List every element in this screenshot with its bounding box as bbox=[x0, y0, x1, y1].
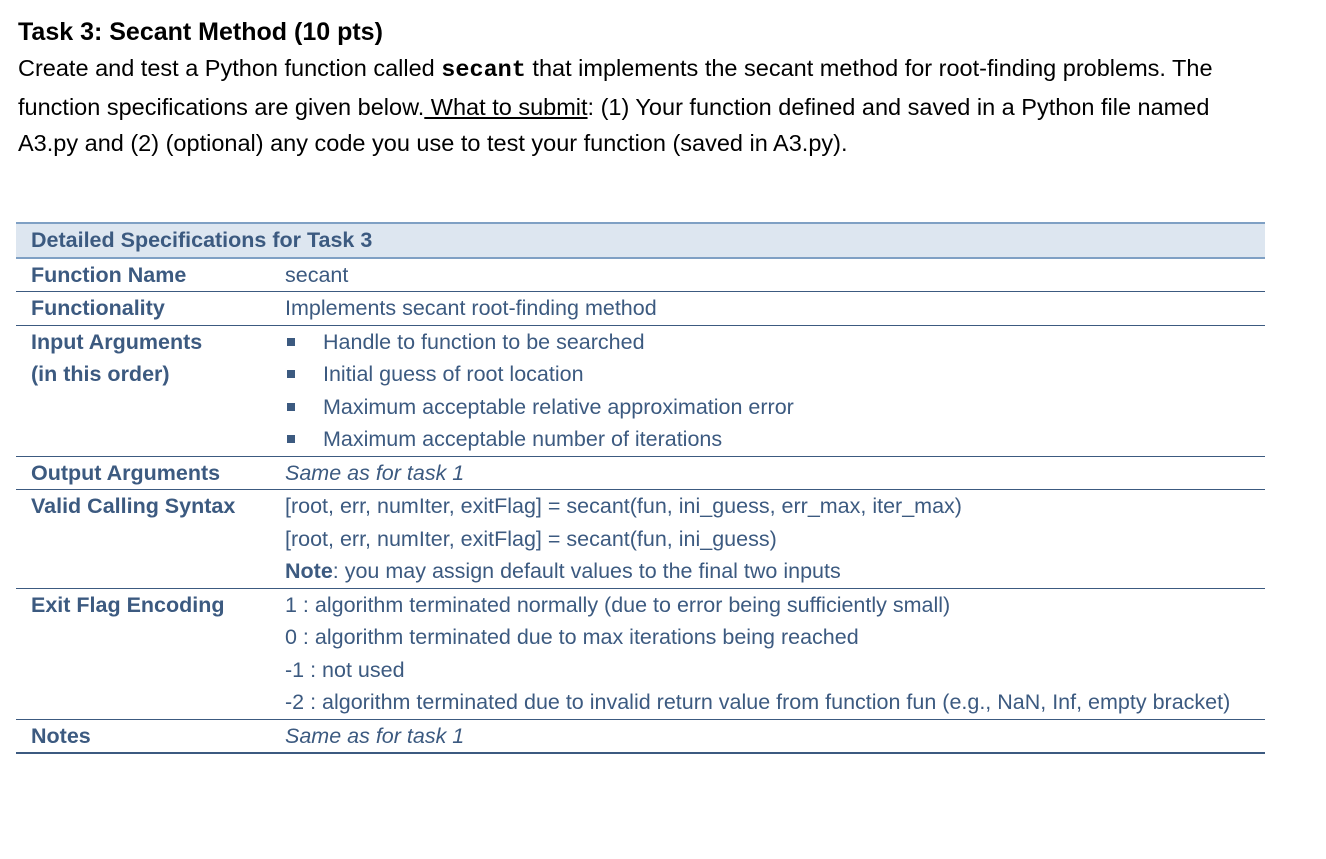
square-bullet-icon bbox=[287, 338, 295, 346]
task-title: Task 3: Secant Method (10 pts) bbox=[18, 18, 383, 46]
row-functionality bbox=[16, 292, 1265, 326]
function-name-label: Function Name bbox=[16, 258, 283, 292]
input-arguments-list bbox=[285, 326, 1265, 456]
spec-table-header-row bbox=[16, 223, 1265, 258]
input-arguments-label-line1: Input Arguments bbox=[31, 329, 203, 354]
intro-function-name: secant bbox=[441, 57, 526, 84]
output-arguments-label: Output Arguments bbox=[16, 456, 283, 490]
input-argument-text: Handle to function to be searched bbox=[323, 329, 645, 354]
list-item bbox=[285, 326, 1265, 359]
list-item bbox=[285, 358, 1265, 391]
intro-submit-label: What to submit bbox=[424, 94, 588, 120]
row-calling-syntax bbox=[16, 490, 1265, 589]
list-item bbox=[285, 391, 1265, 424]
input-arguments-label-line2: (in this order) bbox=[31, 362, 170, 386]
notes-label: Notes bbox=[16, 719, 283, 753]
square-bullet-icon bbox=[287, 435, 295, 443]
spec-table bbox=[16, 222, 1265, 754]
functionality-value: Implements secant root-finding method bbox=[283, 292, 1265, 326]
calling-syntax-note-label: Note bbox=[285, 559, 333, 583]
task-section bbox=[18, 14, 1268, 161]
input-arguments-value bbox=[283, 325, 1265, 456]
calling-syntax-line2: [root, err, numIter, exitFlag] = secant(fun, ini_guess) bbox=[285, 526, 777, 551]
intro-text-part2: that implements the secant method for root-finding problems. The function specifications are given below. bbox=[18, 55, 1213, 120]
exit-flag-line: 1 : algorithm terminated normally (due to error being sufficiently small) bbox=[285, 592, 951, 617]
input-argument-text: Initial guess of root location bbox=[323, 362, 584, 386]
exit-flag-line: -1 : not used bbox=[285, 657, 405, 682]
calling-syntax-value bbox=[283, 490, 1265, 589]
calling-syntax-note bbox=[285, 555, 1265, 588]
exit-flag-label: Exit Flag Encoding bbox=[16, 588, 283, 719]
intro-text-part3: : (1) Your function defined and saved in a Python file named A3.py and (2) (optional) any code you use to test your function (saved in A3.py). bbox=[18, 94, 1210, 156]
exit-flag-line: -2 : algorithm terminated due to invalid return value from function fun (e.g., NaN, Inf, empty bracket) bbox=[285, 690, 1231, 714]
exit-flag-value bbox=[283, 588, 1265, 719]
spec-table-header: Detailed Specifications for Task 3 bbox=[16, 223, 1265, 258]
input-arguments-label bbox=[16, 325, 283, 456]
row-output-arguments bbox=[16, 456, 1265, 490]
input-argument-text: Maximum acceptable number of iterations bbox=[323, 427, 723, 451]
input-argument-text: Maximum acceptable relative approximation error bbox=[323, 394, 794, 419]
output-arguments-value: Same as for task 1 bbox=[283, 456, 1265, 490]
function-name-value: secant bbox=[283, 258, 1265, 292]
list-item bbox=[285, 423, 1265, 456]
task-intro bbox=[18, 50, 1258, 161]
row-exit-flag bbox=[16, 588, 1265, 719]
row-input-arguments bbox=[16, 325, 1265, 456]
functionality-label: Functionality bbox=[16, 292, 283, 326]
exit-flag-line: 0 : algorithm terminated due to max iterations being reached bbox=[285, 625, 859, 649]
intro-text-part1: Create and test a Python function called bbox=[18, 55, 442, 81]
notes-value: Same as for task 1 bbox=[283, 719, 1265, 753]
calling-syntax-line1: [root, err, numIter, exitFlag] = secant(fun, ini_guess, err_max, iter_max) bbox=[285, 494, 962, 518]
row-function-name bbox=[16, 258, 1265, 292]
calling-syntax-label: Valid Calling Syntax bbox=[16, 490, 283, 589]
square-bullet-icon bbox=[287, 403, 295, 411]
row-notes bbox=[16, 719, 1265, 753]
square-bullet-icon bbox=[287, 370, 295, 378]
calling-syntax-note-text: : you may assign default values to the final two inputs bbox=[332, 559, 841, 583]
